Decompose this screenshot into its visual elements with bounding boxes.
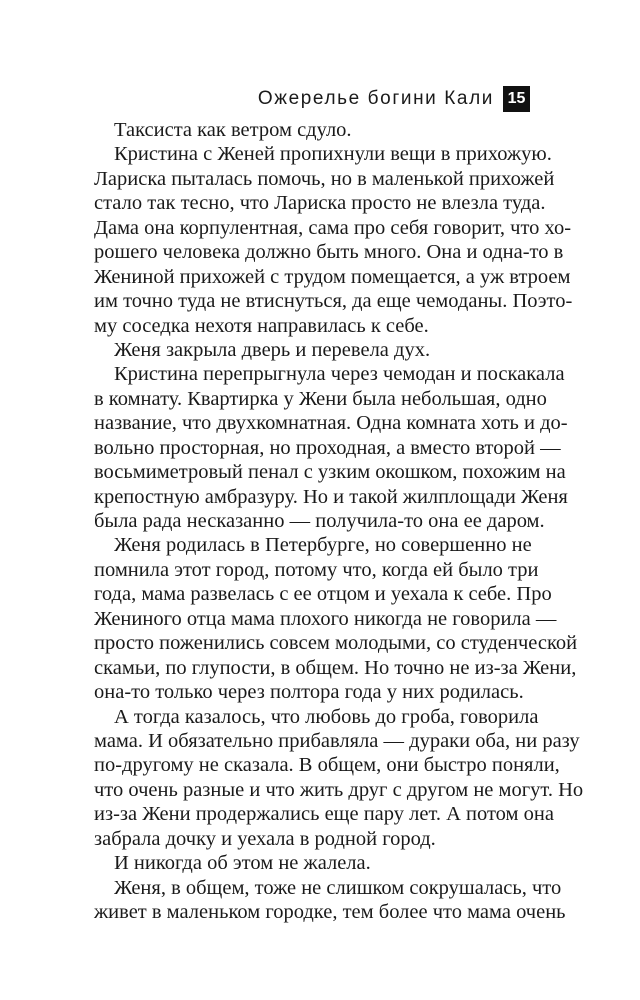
text-line: Дама она корпулентная, сама про себя говорит, что хо- xyxy=(94,216,572,239)
text-line: название, что двухкомнатная. Одна комната хоть и до- xyxy=(94,412,568,435)
text-line: помнила этот город, потому что, когда ей было три xyxy=(94,558,539,581)
text-line: му соседка нехотя направилась к себе. xyxy=(94,314,429,337)
text-line: А тогда казалось, что любовь до гроба, говорила xyxy=(114,705,539,728)
text-line: стало так тесно, что Лариска просто не влезла туда. xyxy=(94,192,546,215)
text-line: Женя родилась в Петербурге, но совершенно не xyxy=(114,534,532,557)
running-title: Ожерелье богини Кали xyxy=(257,88,494,109)
text-line: была рада несказанно — получила-то она ее даром. xyxy=(94,510,545,532)
text-line: из-за Жени продержались еще пару лет. А потом она xyxy=(94,803,554,826)
text-line: Кристина с Женей пропихнули вещи в прихожую. xyxy=(114,143,552,166)
text-line: Лариска пыталась помочь, но в маленькой прихожей xyxy=(94,167,555,190)
text-line: что очень разные и что жить друг с другом не могут. Но xyxy=(94,778,584,801)
text-line: просто поженились совсем молодыми, со студенческой xyxy=(94,632,578,655)
text-line: рошего человека должно быть много. Она и одна-то в xyxy=(94,241,564,264)
text-line: И никогда об этом не жалела. xyxy=(114,852,371,875)
text-line: забрала дочку и уехала в родной город. xyxy=(94,827,436,850)
text-line: в комнату. Квартирка у Жени была небольшая, одно xyxy=(94,387,547,410)
text-line: крепостную амбразуру. Но и такой жилплощади Женя xyxy=(94,485,568,508)
text-line: живет в маленьком городке, тем более что мама очень xyxy=(94,901,566,923)
text-line: восьмиметровый пенал с узким окошком, похожим на xyxy=(94,461,566,484)
text-line: Женя закрыла дверь и перевела дух. xyxy=(114,338,431,361)
book-text xyxy=(94,118,584,924)
text-line: Кристина перепрыгнула через чемодан и поскакала xyxy=(114,363,565,386)
page-number: 15 xyxy=(503,86,530,112)
text-line: им точно туда не втиснуться, да еще чемоданы. Поэто- xyxy=(94,290,573,313)
text-line: Жениного отца мама плохого никогда не говорила — xyxy=(94,607,557,630)
text-line: Жениной прихожей с трудом помещается, а уж втроем xyxy=(94,265,571,288)
text-line: Таксиста как ветром сдуло. xyxy=(114,119,352,141)
running-header xyxy=(258,86,530,112)
text-line: по-другому не сказала. В общем, они быстро поняли, xyxy=(94,754,560,777)
text-line: скамьи, по глупости, в общем. Но точно не из-за Жени, xyxy=(94,656,577,679)
text-line: она-то только через полтора года у них родилась. xyxy=(94,681,524,704)
text-line: мама. И обязательно прибавляла — дураки оба, ни разу xyxy=(94,729,580,752)
text-line: Женя, в общем, тоже не слишком сокрушалась, что xyxy=(114,876,562,899)
text-line: года, мама развелась с ее отцом и уехала к себе. Про xyxy=(94,583,552,606)
text-line: вольно просторная, но проходная, а вместо второй — xyxy=(94,436,561,459)
